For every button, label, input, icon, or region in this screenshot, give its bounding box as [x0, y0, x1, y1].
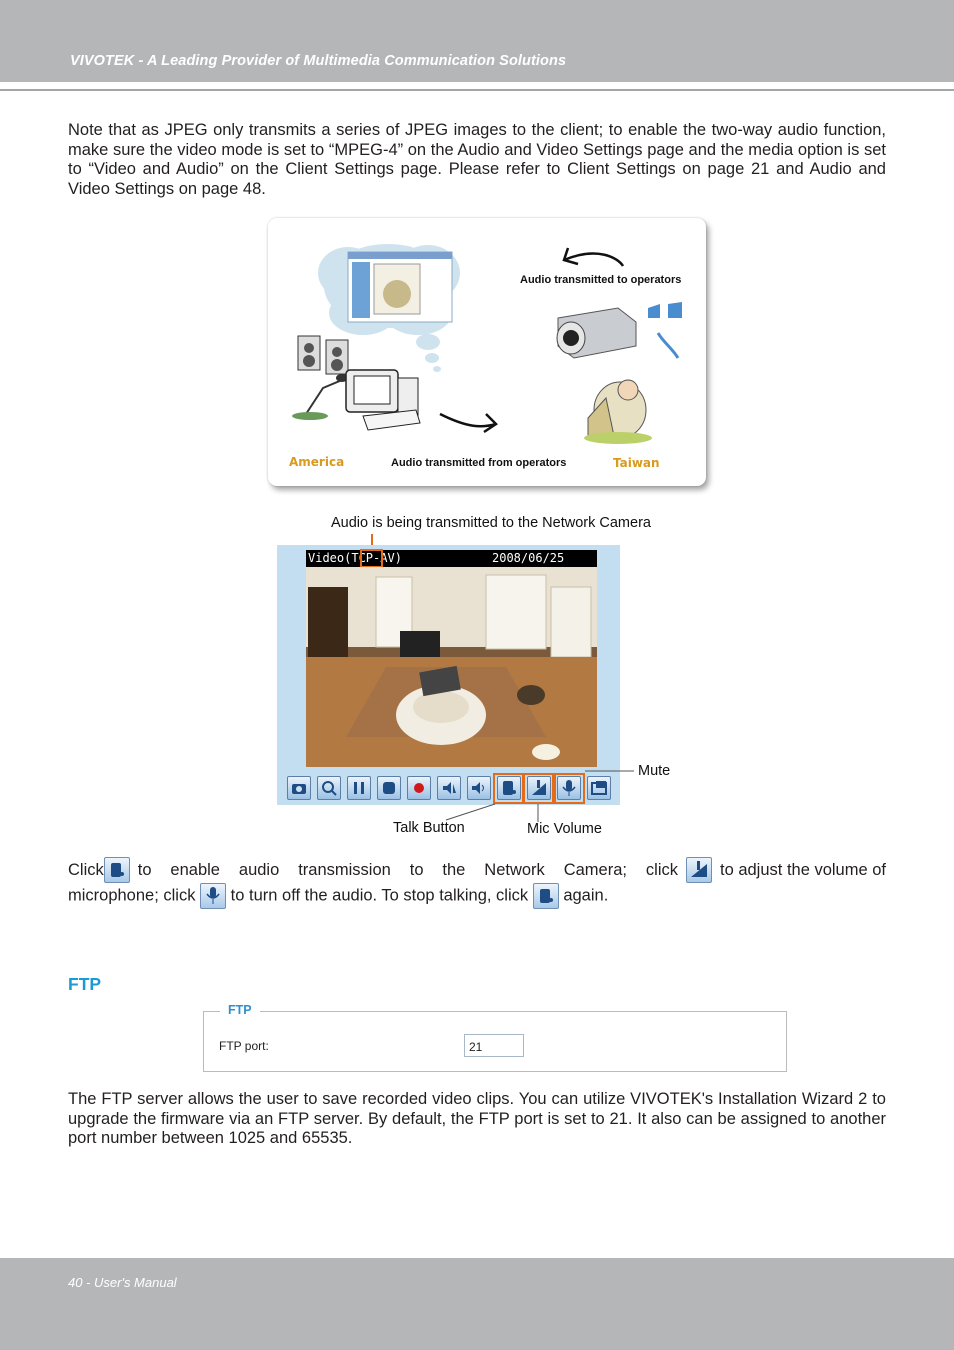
page-footer — [0, 1258, 954, 1350]
instr-turn-off-text: to turn off the audio. To stop talking, click — [230, 886, 529, 905]
stop-button[interactable] — [377, 776, 401, 800]
record-button[interactable] — [407, 776, 431, 800]
record-icon — [408, 777, 430, 799]
diagram-illustration — [268, 218, 706, 486]
talk-inline-icon — [104, 857, 130, 883]
instr-microphone-text: microphone; click — [68, 886, 196, 905]
header-rule — [0, 89, 954, 91]
intro-paragraph: Note that as JPEG only transmits a series of JPEG images to the client; to enable the two-way audio function, make sure the video mode is set to “MPEG-4” on the Audio and Video Settings page and the media option is set to “Video and Audio” on the Client Settings page. Please refer to Client Settings on page 21 and Audio and Video Settings on page 48. — [68, 121, 886, 198]
arrow-left-icon — [564, 254, 623, 266]
audio-to-operators-label: Audio transmitted to operators — [520, 274, 682, 286]
mute-button[interactable] — [467, 776, 491, 800]
ftp-port-input[interactable]: 21 — [464, 1034, 524, 1057]
two-way-audio-diagram — [268, 218, 706, 486]
mic-volume-inline-icon — [686, 857, 712, 883]
digital-zoom-icon — [318, 777, 340, 799]
location-right-label: Taiwan — [613, 456, 660, 470]
caption-audio-transmitting: Audio is being transmitted to the Network Camera — [331, 515, 651, 531]
video-title-bar — [306, 550, 597, 567]
ftp-legend: FTP — [220, 1003, 260, 1017]
talk-button-highlight — [493, 773, 524, 804]
video-mode-title: Video(TCP-AV) — [308, 551, 402, 565]
pause-button[interactable] — [347, 776, 371, 800]
computer-icon — [346, 370, 420, 430]
instructions-paragraph — [68, 857, 886, 909]
microphone-icon — [292, 374, 348, 420]
operator-icon — [584, 380, 652, 444]
footer-page-label: 40 - User's Manual — [68, 1275, 177, 1290]
speakers-icon — [298, 336, 348, 374]
location-left-label: America — [289, 455, 345, 469]
fullscreen-icon — [588, 777, 610, 799]
mute-label: Mute — [638, 763, 671, 779]
ftp-paragraph: The FTP server allows the user to save recorded video clips. You can utilize VIVOTEK's Installation Wizard 2 to upgrade the firmware via an FTP server. By default, the FTP port is set to 21. It also can be assigned to another port number between 1025 and 65535. — [68, 1090, 886, 1148]
mute-icon — [468, 777, 490, 799]
volume-button[interactable] — [437, 776, 461, 800]
live-video-frame — [306, 567, 597, 767]
pause-icon — [348, 777, 370, 799]
snapshot-icon — [288, 777, 310, 799]
stop-icon — [378, 777, 400, 799]
header-title: VIVOTEK - A Leading Provider of Multimedia Communication Solutions — [70, 53, 567, 69]
instructions-line-2 — [68, 883, 886, 909]
mic-volume-highlight — [523, 773, 554, 804]
page-header — [0, 0, 954, 82]
instr-again-text: again. — [563, 886, 609, 905]
digital-zoom-button[interactable] — [317, 776, 341, 800]
audio-from-operators-label: Audio transmitted from operators — [391, 457, 567, 469]
instr-enable-text: to enable audio transmission to the Network Camera; click — [137, 861, 678, 879]
room-image — [306, 567, 597, 767]
av-indicator-highlight — [360, 549, 383, 568]
volume-icon — [438, 777, 460, 799]
mic-volume-label: Mic Volume — [527, 821, 602, 837]
video-timestamp: 2008/06/25 — [492, 551, 565, 565]
talk-inline-icon-2 — [533, 883, 559, 909]
talk-button-label: Talk Button — [393, 820, 465, 836]
ftp-heading: FTP — [68, 974, 102, 994]
mute-highlight — [554, 773, 585, 804]
instr-adjust-text: to adjust the volume of — [719, 861, 886, 879]
ftp-port-label: FTP port: — [219, 1039, 269, 1053]
instr-click-1: Click — [68, 861, 104, 879]
instructions-line-1 — [68, 857, 886, 883]
snapshot-button[interactable] — [287, 776, 311, 800]
mic-mute-inline-icon — [200, 883, 226, 909]
network-camera-icon — [557, 302, 682, 358]
fullscreen-button[interactable] — [587, 776, 611, 800]
